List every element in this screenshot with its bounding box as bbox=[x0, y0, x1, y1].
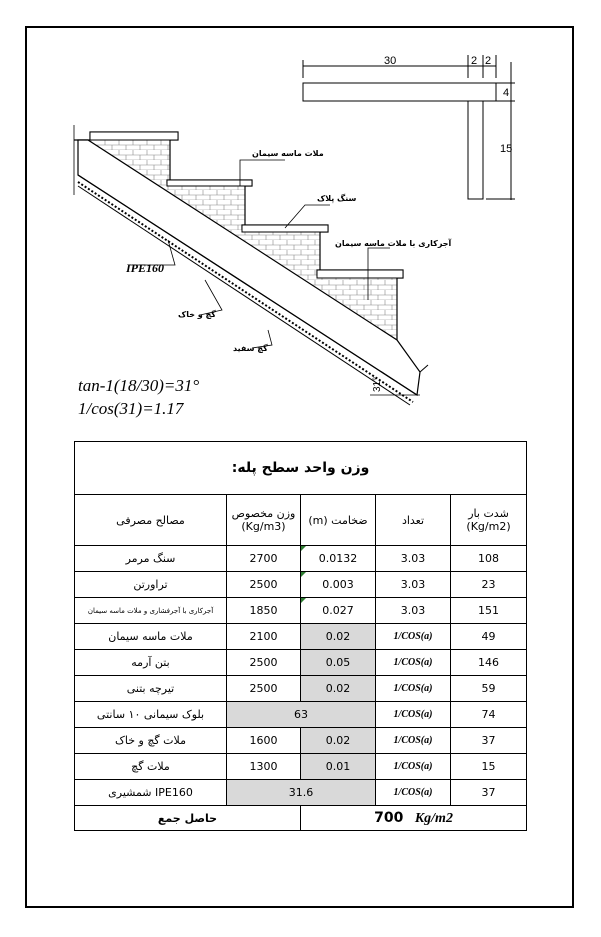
cell-load: 15 bbox=[451, 754, 527, 780]
cell-load: 49 bbox=[451, 624, 527, 650]
header-count: تعداد bbox=[376, 495, 451, 546]
dim-width: 30 bbox=[384, 55, 397, 67]
dim-height-top: 4 bbox=[503, 87, 510, 99]
label-brickwork: آجرکاری با ملات ماسه سیمان bbox=[335, 239, 452, 248]
cell-material: بلوک سیمانی ۱۰ سانتی bbox=[75, 702, 227, 728]
unit-weight-table bbox=[74, 441, 527, 831]
cell-count: 3.03 bbox=[376, 572, 451, 598]
label-ipe: IPE160 bbox=[126, 261, 165, 275]
total-label: حاصل جمع bbox=[75, 806, 301, 831]
table-row bbox=[75, 572, 527, 598]
cell-material: تراورتن bbox=[75, 572, 227, 598]
table-row bbox=[75, 780, 527, 806]
cell-count: 1/COS(a) bbox=[376, 650, 451, 676]
label-gypsum-soil: گچ و خاک bbox=[178, 310, 216, 319]
header-thickness: ضخامت (m) bbox=[301, 495, 376, 546]
cell-count: 1/COS(a) bbox=[376, 728, 451, 754]
cell-load: 37 bbox=[451, 728, 527, 754]
cell-load: 151 bbox=[451, 598, 527, 624]
cell-material: شمشیری IPE160 bbox=[75, 780, 227, 806]
cell-count: 1/COS(a) bbox=[376, 780, 451, 806]
table-row bbox=[75, 728, 527, 754]
cell-count: 3.03 bbox=[376, 546, 451, 572]
header-specific-weight: وزن مخصوص (Kg/m3) bbox=[227, 495, 301, 546]
cell-load: 37 bbox=[451, 780, 527, 806]
label-cement-mortar: ملات ماسه سیمان bbox=[252, 149, 324, 158]
table-row bbox=[75, 546, 527, 572]
cell-merged-weight: 31.6 bbox=[227, 780, 376, 806]
stair-section-drawing bbox=[0, 0, 601, 440]
cell-load: 23 bbox=[451, 572, 527, 598]
cell-material: ملات ماسه سیمان bbox=[75, 624, 227, 650]
cell-merged-weight: 63 bbox=[227, 702, 376, 728]
cell-material: تیرچه بتنی bbox=[75, 676, 227, 702]
cell-load: 146 bbox=[451, 650, 527, 676]
cell-weight: 2100 bbox=[227, 624, 301, 650]
formula-cos: 1/cos(31)=1.17 bbox=[78, 399, 184, 418]
cell-weight: 2500 bbox=[227, 572, 301, 598]
label-angle: 31° bbox=[372, 376, 383, 392]
label-tread-stone: سنگ پلاک bbox=[317, 194, 357, 203]
label-white-gypsum: گچ سفید bbox=[233, 344, 268, 353]
table-row bbox=[75, 624, 527, 650]
cell-load: 59 bbox=[451, 676, 527, 702]
cell-weight: 2700 bbox=[227, 546, 301, 572]
dim-height-riser: 15 bbox=[500, 143, 513, 155]
cell-material: بتن آرمه bbox=[75, 650, 227, 676]
cell-material: ملات گچ و خاک bbox=[75, 728, 227, 754]
cell-count: 1/COS(a) bbox=[376, 754, 451, 780]
cell-thickness: 0.02 bbox=[301, 728, 376, 754]
dim-nose-right: 2 bbox=[485, 55, 492, 67]
total-unit: Kg/m2 bbox=[414, 810, 453, 826]
cell-count: 1/COS(a) bbox=[376, 624, 451, 650]
cell-material: سنگ مرمر bbox=[75, 546, 227, 572]
header-material: مصالح مصرفی bbox=[75, 495, 227, 546]
cell-thickness: 0.027 bbox=[301, 598, 376, 624]
cell-weight: 1850 bbox=[227, 598, 301, 624]
cell-thickness: 0.05 bbox=[301, 650, 376, 676]
cell-load: 74 bbox=[451, 702, 527, 728]
cell-count: 1/COS(a) bbox=[376, 702, 451, 728]
cell-count: 1/COS(a) bbox=[376, 676, 451, 702]
total-row bbox=[75, 806, 527, 831]
cell-thickness: 0.02 bbox=[301, 624, 376, 650]
dim-nose-left: 2 bbox=[471, 55, 478, 67]
cell-thickness: 0.01 bbox=[301, 754, 376, 780]
cell-thickness: 0.02 bbox=[301, 676, 376, 702]
cell-weight: 2500 bbox=[227, 650, 301, 676]
cell-material: آجرکاری با آجرفشاری و ملات ماسه سیمان bbox=[75, 598, 227, 624]
cell-load: 108 bbox=[451, 546, 527, 572]
table-row bbox=[75, 676, 527, 702]
table-title: وزن واحد سطح پله: bbox=[75, 442, 527, 495]
table-row bbox=[75, 754, 527, 780]
cell-material: ملات گچ bbox=[75, 754, 227, 780]
header-load: شدت بار (Kg/m2) bbox=[451, 495, 527, 546]
cell-thickness: 0.003 bbox=[301, 572, 376, 598]
total-cell bbox=[301, 806, 527, 831]
table-row bbox=[75, 598, 527, 624]
table-row bbox=[75, 702, 527, 728]
cell-weight: 2500 bbox=[227, 676, 301, 702]
cell-weight: 1300 bbox=[227, 754, 301, 780]
cell-count: 3.03 bbox=[376, 598, 451, 624]
total-value: 700 bbox=[374, 809, 404, 826]
formula-tan: tan-1(18/30)=31° bbox=[78, 376, 200, 395]
table-row bbox=[75, 650, 527, 676]
cell-weight: 1600 bbox=[227, 728, 301, 754]
cell-thickness: 0.0132 bbox=[301, 546, 376, 572]
step-detail bbox=[303, 55, 515, 200]
